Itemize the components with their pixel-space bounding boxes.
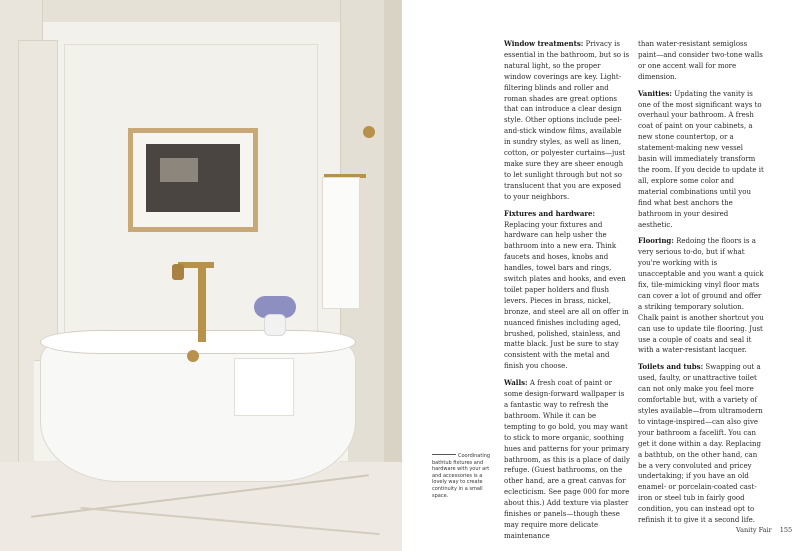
paragraph-heading: Toilets and tubs: bbox=[638, 362, 704, 372]
running-head: Vanity Fair bbox=[736, 526, 772, 534]
paragraph-walls bbox=[504, 378, 630, 542]
paragraph-vanities bbox=[638, 89, 764, 231]
paragraph-heading: Fixtures and hardware: bbox=[504, 208, 596, 218]
paragraph-flooring bbox=[638, 236, 764, 356]
page-footer bbox=[736, 526, 792, 534]
photo-caption bbox=[432, 453, 498, 499]
paragraph-body: Swapping out a used, faulty, or unattractive toilet can not only make you feel more comfortable but, with a variety of styles available—from ultramodern to vintage-inspired—can also give your bathroom a facelift. You can get it done within a day. Replacing a bathtub, on the other hand, can be a very convoluted and pricey undertaking; if you have an old enamel- or porcelain-coated cast-iron or steel tub in fairly good condition, you can instead opt to refinish it to give it a second life. bbox=[638, 363, 763, 525]
paragraph-heading: Flooring: bbox=[638, 236, 674, 246]
brass-overflow bbox=[187, 350, 199, 362]
paragraph-heading: Walls: bbox=[504, 378, 528, 388]
page-number: 155 bbox=[779, 526, 793, 534]
hanging-towel bbox=[322, 177, 360, 309]
text-column-left bbox=[504, 39, 630, 548]
paragraph-heading: Window treatments: bbox=[504, 39, 584, 48]
paragraph-window-treatments bbox=[504, 39, 630, 203]
text-column-right bbox=[638, 39, 764, 532]
paragraph-toilets-tubs bbox=[638, 362, 764, 526]
brass-faucet bbox=[198, 262, 206, 342]
paragraph-body: Replacing your fixtures and hardware can help usher the bathroom into a new era. Think faucets and hoses, knobs and handles, towel bars and rings, switch plates and hooks, and even toilet paper holders and flush levers. Pieces in brass, nickel, bronze, and steel are all on offer in nuanced finishes including aged, brushed, polished, stainless, and matte black. Just be sure to stay consistent with the metal and finish you choose. bbox=[504, 220, 629, 371]
paragraph-heading: Vanities: bbox=[638, 88, 672, 98]
paragraph-walls-continued bbox=[638, 39, 764, 83]
paragraph-body: Redoing the floors is a very serious to-do, but if what you're working with is unacceptable and you want a quick fix, tile-mimicking vinyl floor mats can cover a lot of ground and offer a striking temporary solution. Chalk paint is another shortcut you can use to update tile flooring. Just use a couple of coats and seal it with a water-resistant lacquer. bbox=[638, 237, 764, 355]
paragraph-body: A fresh coat of paint or some design-forward wallpaper is a fantastic way to refresh the bathroom. While it can be tempting to go bold, you may want to stick to more organic, soothing hues and patterns for your primary bathroom, as this is a place of daily refuge. (Guest bathrooms, on the other hand, are a great canvas for eclecticism. See page 000 for more about this.) Add texture via plaster finishes or panels—though these may require more delicate maintenance bbox=[504, 379, 630, 540]
paragraph-body: Updating the vanity is one of the most significant ways to overhaul your bathroom. A fresh coat of paint on your cabinets, a new stone countertop, or a statement-making new vessel basin will immediately transform the room. If you decide to update it all, explore some color and material combinations until you find what best anchors the bathroom in your desired aesthetic. bbox=[638, 89, 764, 229]
paragraph-body: than water-resistant semigloss paint—and consider two-tone walls or one accent wall for more dimension. bbox=[638, 40, 763, 81]
hand-shower bbox=[172, 264, 184, 280]
caption-text: Coordinating bathtub fixtures and hardware with your art and accessories is a lovely way to create continuity in a small space. bbox=[432, 453, 491, 499]
paragraph-fixtures-hardware bbox=[504, 209, 630, 373]
draped-towel bbox=[234, 358, 294, 416]
etching-highlight bbox=[160, 158, 198, 182]
paragraph-body: Privacy is essential in the bathroom, but so is natural light, so the proper window coverings are key. Light-filtering blinds and roller and roman shades are great options that can introduce a clear design style. Other options include peel-and-stick window films, available in sundry styles, as well as linen, cotton, or polyester curtains—just make sure they are sheer enough to let sunlight through but not so translucent that you are exposed to your neighbors. bbox=[504, 40, 630, 201]
vase bbox=[264, 314, 286, 336]
brass-robe-hook bbox=[363, 126, 375, 138]
